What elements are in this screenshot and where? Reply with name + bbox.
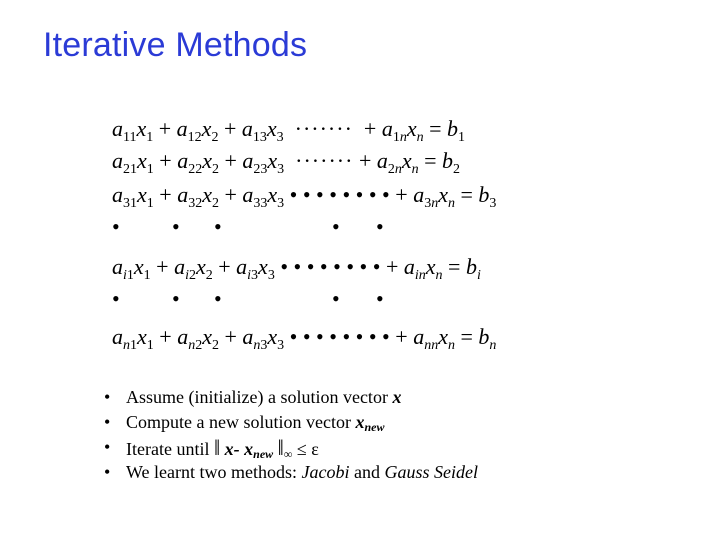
bullet-list — [104, 385, 478, 485]
bullet-assume: • Assume (initialize) a solution vector x — [104, 385, 478, 410]
vertical-dots-row-2: • • • • • — [112, 286, 384, 311]
equation-row-1: $a_{11}x_1 + a_{12}x_2 + a_{13}x_3$ ······· + $a_{1n}x_n = b_1$ — [112, 116, 466, 145]
bullet-iterate: • Iterate until ‖ x- $x_{new}$ $‖_\infty \le \varepsilon$ — [104, 435, 478, 460]
vertical-dots-row-1: • • • • • — [112, 214, 384, 239]
equation-row-i: $a_{i1}x_1 + a_{i2}x_2 + a_{i3}x_3$ • • • • • • • • + $a_{in}x_n = b_i$ — [112, 254, 481, 283]
equation-row-n: $a_{n1}x_1 + a_{n2}x_2 + a_{n3}x_3$ • • • • • • • • + $a_{nn}x_n = b_n$ — [112, 324, 497, 353]
equation-row-2: $a_{21}x_1 + a_{22}x_2 + a_{23}x_3$ ······· + $a_{2n}x_n = b_2$ — [112, 148, 461, 177]
bullet-methods: • We learnt two methods: Jacobi and Gauss Seidel — [104, 460, 478, 485]
bullet-compute: • Compute a new solution vector $x_{new}$ — [104, 410, 478, 435]
equation-row-3: $a_{31}x_1 + a_{32}x_2 + a_{33}x_3$ • • • • • • • • + $a_{3n}x_n = b_3$ — [112, 182, 497, 211]
slide-title: Iterative Methods — [43, 26, 308, 64]
